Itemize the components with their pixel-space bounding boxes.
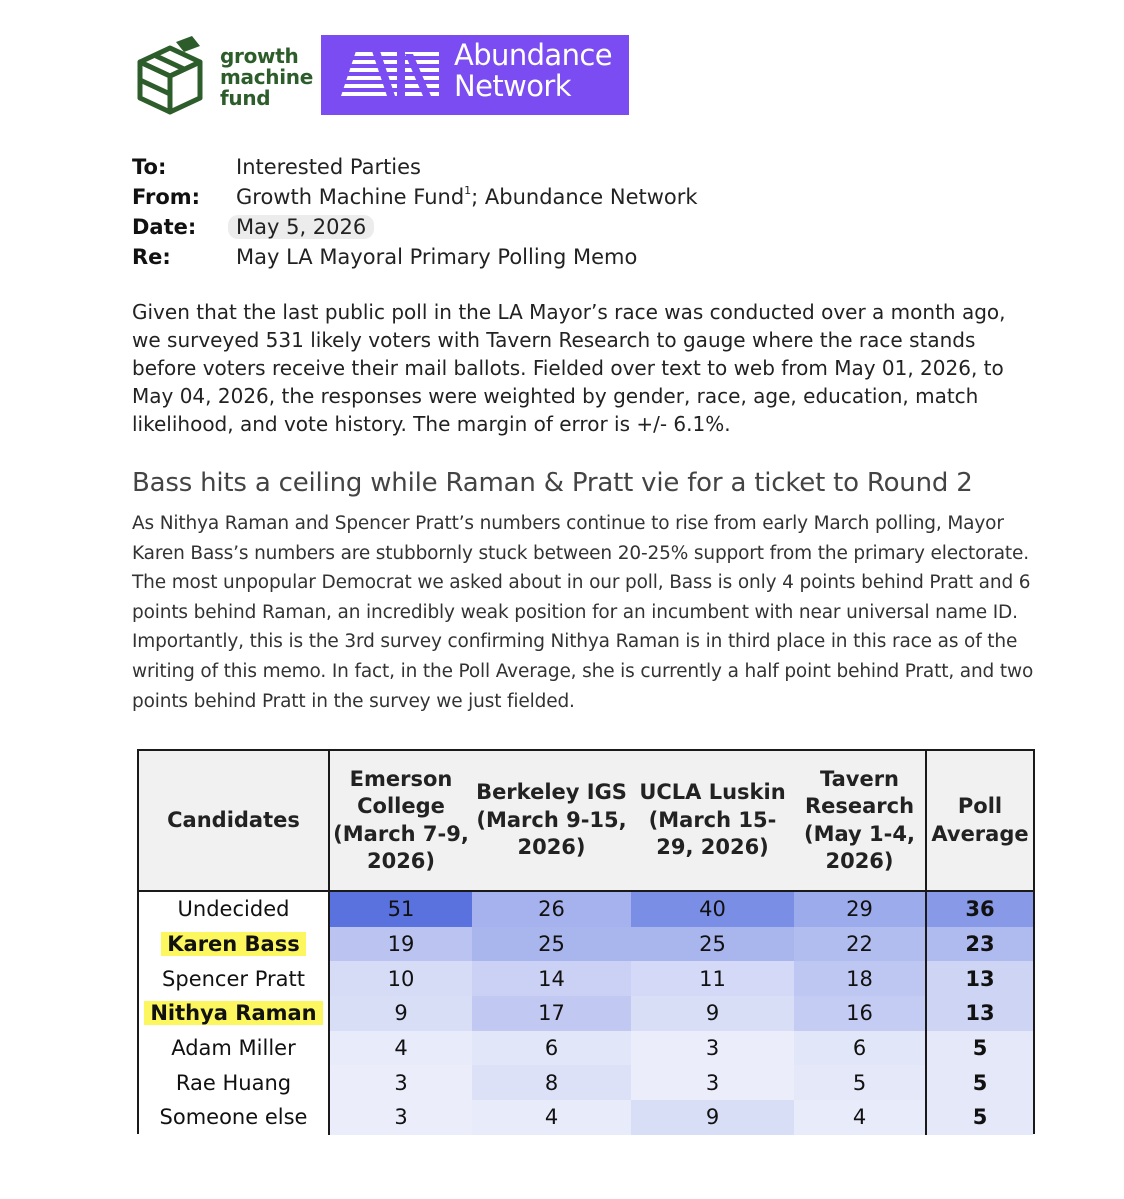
poll-value-cell: 25 [472,927,631,962]
poll-value-cell: 16 [794,996,926,1031]
poll-average-cell: 23 [926,927,1033,962]
candidate-name-cell [139,927,329,962]
section-heading: Bass hits a ceiling while Raman & Pratt vie for a ticket to Round 2 [132,468,973,498]
poll-value-cell: 8 [472,1065,631,1100]
poll-average-cell: 5 [926,1065,1033,1100]
candidate-name: Nithya Raman [144,1001,322,1025]
poll-value-cell: 3 [631,1065,794,1100]
column-header: Tavern Research (May 1-4, 2026) [794,751,926,891]
memo-from-row [132,182,832,212]
poll-value-cell: 9 [329,996,472,1031]
poll-value-cell: 6 [472,1031,631,1066]
poll-value-cell: 9 [631,1100,794,1135]
table-row [139,1100,1033,1135]
candidate-name: Someone else [159,1105,308,1130]
poll-average-cell: 13 [926,996,1033,1031]
column-header: Poll Average [926,751,1033,891]
logo-line: machine [220,65,313,89]
table-row [139,1031,1033,1066]
poll-value-cell: 3 [631,1031,794,1066]
table-row [139,996,1033,1031]
poll-value-cell: 5 [794,1065,926,1100]
abundance-network-wordmark [454,40,612,102]
memo-re-row [132,242,832,272]
poll-table [137,749,1035,1134]
candidate-name: Adam Miller [171,1036,296,1061]
candidate-name-cell [139,961,329,996]
candidate-name: Rae Huang [175,1070,292,1095]
poll-value-cell: 4 [794,1100,926,1135]
candidate-name-cell [139,1065,329,1100]
date-chip[interactable]: May 5, 2026 [228,215,374,239]
poll-value-cell: 18 [794,961,926,996]
memo-date-row [132,212,832,242]
candidate-name-cell [139,1031,329,1066]
logo-line: Abundance [454,38,612,72]
from-suffix: ; Abundance Network [471,185,698,209]
poll-value-cell: 3 [329,1100,472,1135]
poll-value-cell: 19 [329,927,472,962]
poll-value-cell: 26 [472,891,631,927]
memo-header [132,152,832,272]
poll-value-cell: 14 [472,961,631,996]
logo-line: fund [220,86,271,110]
growth-machine-fund-wordmark [220,46,313,109]
candidate-name: Karen Bass [161,932,305,956]
poll-value-cell: 9 [631,996,794,1031]
poll-value-cell: 6 [794,1031,926,1066]
abundance-network-logo [321,35,629,115]
re-value: May LA Mayoral Primary Polling Memo [236,245,638,269]
poll-value-cell: 11 [631,961,794,996]
from-name: Growth Machine Fund [236,185,465,209]
poll-value-cell: 4 [472,1100,631,1135]
candidate-name-cell [139,996,329,1031]
to-label: To: [132,155,167,179]
from-label: From: [132,185,201,209]
logo-line: growth [220,44,299,68]
cube-logo-icon [134,36,208,116]
column-header: Emerson College (March 7-9, 2026) [329,751,472,891]
poll-value-cell: 25 [631,927,794,962]
logo-line: Network [454,69,571,103]
poll-average-cell: 13 [926,961,1033,996]
re-label: Re: [132,245,171,269]
from-value [236,182,698,212]
poll-average-cell: 5 [926,1031,1033,1066]
poll-value-cell: 51 [329,891,472,927]
column-header: Candidates [139,751,329,891]
column-header: UCLA Luskin (March 15-29, 2026) [631,751,794,891]
poll-value-cell: 3 [329,1065,472,1100]
table-row [139,961,1033,996]
table-row [139,927,1033,962]
poll-value-cell: 29 [794,891,926,927]
date-label: Date: [132,215,197,239]
to-value: Interested Parties [236,155,422,179]
poll-average-cell: 5 [926,1100,1033,1135]
poll-average-cell: 36 [926,891,1033,927]
candidate-name-cell [139,891,329,927]
table-header-row [139,751,1033,891]
an-monogram-icon [335,48,447,102]
poll-value-cell: 17 [472,996,631,1031]
candidate-name-cell [139,1100,329,1135]
table-row [139,891,1033,927]
candidate-name: Undecided [177,897,290,922]
candidate-name: Spencer Pratt [162,966,305,991]
poll-value-cell: 4 [329,1031,472,1066]
poll-value-cell: 40 [631,891,794,927]
column-header: Berkeley IGS (March 9-15, 2026) [472,751,631,891]
growth-machine-fund-logo [134,36,314,120]
poll-value-cell: 22 [794,927,926,962]
table-row [139,1065,1033,1100]
memo-to-row [132,152,832,182]
footnote-marker[interactable]: 1 [464,184,472,197]
section-body: As Nithya Raman and Spencer Pratt’s numbers continue to rise from early March polling, Mayor Karen Bass’s numbers are stubbornly stuck between 20-25% support from the primary electorate. The most unpopular Democrat we asked about in our poll, Bass is only 4 points behind Pratt and 6 points behind Raman, an incredibly weak position for an incumbent with near universal name ID. Importantly, this is the 3rd survey confirming Nithya Raman is in third place in this race as of the writing of this memo. In fact, in the Poll Average, she is currently a half point behind Pratt, and two points behind Pratt in the survey we just fielded. [132,513,1034,712]
intro-paragraph: Given that the last public poll in the LA Mayor’s race was conducted over a month ago, we surveyed 531 likely voters with Tavern Research to gauge where the race stands before voters receive their mail ballots. Fielded over text to web from May 01, 2026, to May 04, 2026, the responses were weighted by gender, race, age, education, match likelihood, and vote history. The margin of error is +/- 6.1%. [132,300,1006,436]
poll-value-cell: 10 [329,961,472,996]
